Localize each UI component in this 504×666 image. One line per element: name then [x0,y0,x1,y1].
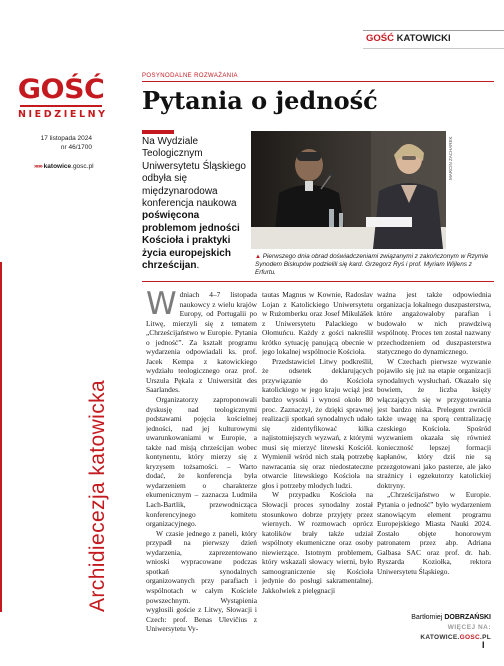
paragraph: W Czechach pierwsze wyzwanie pojawiło się już na etapie organizacji synodalnych wysłuchań. Okazało się bowiem, że liczba księży włączających się w przygotowania jest bardzo niska. Prelegent zwrócił także uwagę na sporą centralizację czeskiego Kościoła. Spośród wyzwaniem okazała się również konieczność lepszej formacji kapłanów, który dziś nie są przezgotowani jako pasterze, ale jako strażnicy i egzekutorzy katolickiej doktryny. [377,356,491,490]
photo-caption [255,253,491,277]
lead-accent-bar [142,130,174,134]
lead-bold: poświęcona problemom jedności Kościoła i praktyki życia europejskich chrześcijan [142,210,240,272]
body-column-1 [146,290,257,655]
paragraph: Przedstawiciel Litwy podkreślił, że odsetek deklarujących przywiązanie do Kościoła katolickiego w jego kraju wciąż jest bardzo wysoki i wynosi około 80 proc. Zaznaczył, że dzięki sprawnej realizacji spotkań synodalnych udało się zidentyfikować kilka najistotniejszych wyzwań, z którymi musi się mierzyć litewski Kościół. Wymienił wśród nich stałą potrzebę nawracania się oraz niedostateczne otwarcie litewskiego Kościoła na głos i potrzeby młodych ludzi. [262,356,373,490]
logo-wordmark: GOŚĆ [17,74,105,105]
caption-triangle-icon: ▲ [255,254,261,260]
issue-number: nr 46/1700 [60,144,92,151]
issue-info [41,134,92,152]
logo-divider [20,105,102,107]
more-link-red: GOSC [459,634,480,641]
issue-date: 17 listopada 2024 [40,135,92,142]
arrows-icon: »»» [34,163,42,170]
site-link-bold: katowice [43,163,72,170]
conference-photo-illustration [251,131,446,249]
body-column-2 [262,290,373,626]
section-header-black: KATOWICKI [396,33,451,44]
vertical-accent-line [0,262,2,612]
lead-plain: Na Wydziale Teologicznym Uniwersytetu Śląskiego odbyła się międzynarodowa konferencja naukowa [142,136,246,210]
article-photo [251,131,446,249]
article-kicker: POSYNODALNE ROZWAŻANIA [142,73,238,79]
paragraph: „Chrześcijaństwo w Europie. Pytania o jedność” było wydarzeniem stanowiącym element programu Europejskiego Miasta Nauki 2024. Zostało objęte honorowym patronatem przez abp. Adriana Galbasa SAC oraz prof. dr. hab. Ryszarda Koziołka, rektora Uniwersytetu Śląskiego. [377,490,491,576]
more-link-end: .PL [479,634,491,641]
lead-end: . [196,260,200,272]
header-bottom-rule [363,48,504,49]
more-link[interactable] [380,633,491,643]
more-label: WIĘCEJ NA: [447,624,491,631]
paragraph: W czasie jednego z paneli, który przypadł na pierwszy dzień wydarzenia, zaprezentowano wnioski wypracowane podczas spotkań synodalnych organizowanych przy parafiach i wspólnotach w całym Kościele powszechnym. Wystąpienia wygłosili goście z Litwy, Słowacji i Czech: prof. Benas Ulevičius z Uniwersytetu Vy- [146,528,257,634]
author-name [380,613,491,623]
masthead-logo [17,74,108,120]
article-headline: Pytania o jedność [142,86,378,115]
author-last: DOBRZAŃSKI [444,614,491,621]
caption-text: Pierwszego dnia obrad doświadczeniami związanymi z zakończonym w Rzymie Synodem Biskupów podzielili się kard. Grzegorz Ryś i prof. Myriam Wijlens z Erfurtu. [255,253,489,276]
drop-cap: W [146,290,177,322]
paragraph: ważna jest także odpowiednia organizacja lokalnego duszpasterstwa, które angażowałoby parafian i budowało w nich prawdziwą wspólnotę. Proces ten został nazwany przechodzeniem od duszpasterstwa statycznego do dynamicznego. [377,290,491,357]
body-column-3 [377,290,491,656]
page-number: I [482,640,485,650]
paragraph: Organizatorzy zaproponowali dyskusję nad teologicznymi podstawami pojęcia kościelnej jedności, nad jej kulturowymi uwarunkowaniami w Europie, a także nad misją chrześcijan wobec kontynentu, który mierzy się z kryzysem tożsamości. – Warto dodać, że konferencja była wydarzeniem o charakterze ekumenicznym – zaznacza Ludmiła Lach-Bartlik, przewodnicząca konferencyjnego komitetu organizacyjnego. [146,395,257,529]
article-signoff [380,612,491,643]
paragraph: dniach 4–7 listopada naukowcy z wielu krajów Europy, od Portugalii po Litwę, mierzyli się z tematem „Chrześcijaństwo w Europie. Pytania o jedność”. Za kształt programu wydarzenia odpowiadali ks. prof. Jacek Kempa z katowickiego wydziału teologicznego oraz prof. Urszula Pękala z Uniwersität des Saarlandes. [146,290,257,395]
section-header-red: GOŚĆ [366,33,394,44]
logo-subtitle: NIEDZIELNY [18,109,108,120]
paragraph: tautas Magnus w Kownie, Radoslav Lojan z Katolickiego Uniwersytetu w Rużomberku oraz Josef Mikulášek z Uniwersytetu Palackiego w Ołomuńcu. Każdy z gości nakreślił krótko sytuację panującą obecnie w jego lokalnej wspólnocie Kościoła. [262,290,373,357]
article-lead [142,136,246,272]
body-top-rule [142,281,494,282]
vertical-section-title: Archidiecezja katowicka [86,379,109,612]
header-top-rule [363,30,504,31]
section-header [366,33,451,44]
kicker-rule [142,81,494,82]
more-link-bold: KATOWICE. [420,634,460,641]
photo-credit: MARCIN ZACHAREK [448,136,453,180]
site-link[interactable] [34,163,94,170]
author-first: Bartłomiej [411,614,443,621]
paragraph: W przypadku Kościoła na Słowacji proces synodalny został stosunkowo dobrze przyjęty przez wiernych. W rozmowach oprócz katolików brały także udział wspólnoty ekumeniczne oraz osoby niewierzące. Istotnym problemem, który wskazali słowacy wierni, było samoograniczenie się Kościoła jedynie do posługi sakramentalnej. Jakkolwiek z pielęgnacji [262,490,373,595]
site-link-rest: .gosc.pl [71,163,94,170]
